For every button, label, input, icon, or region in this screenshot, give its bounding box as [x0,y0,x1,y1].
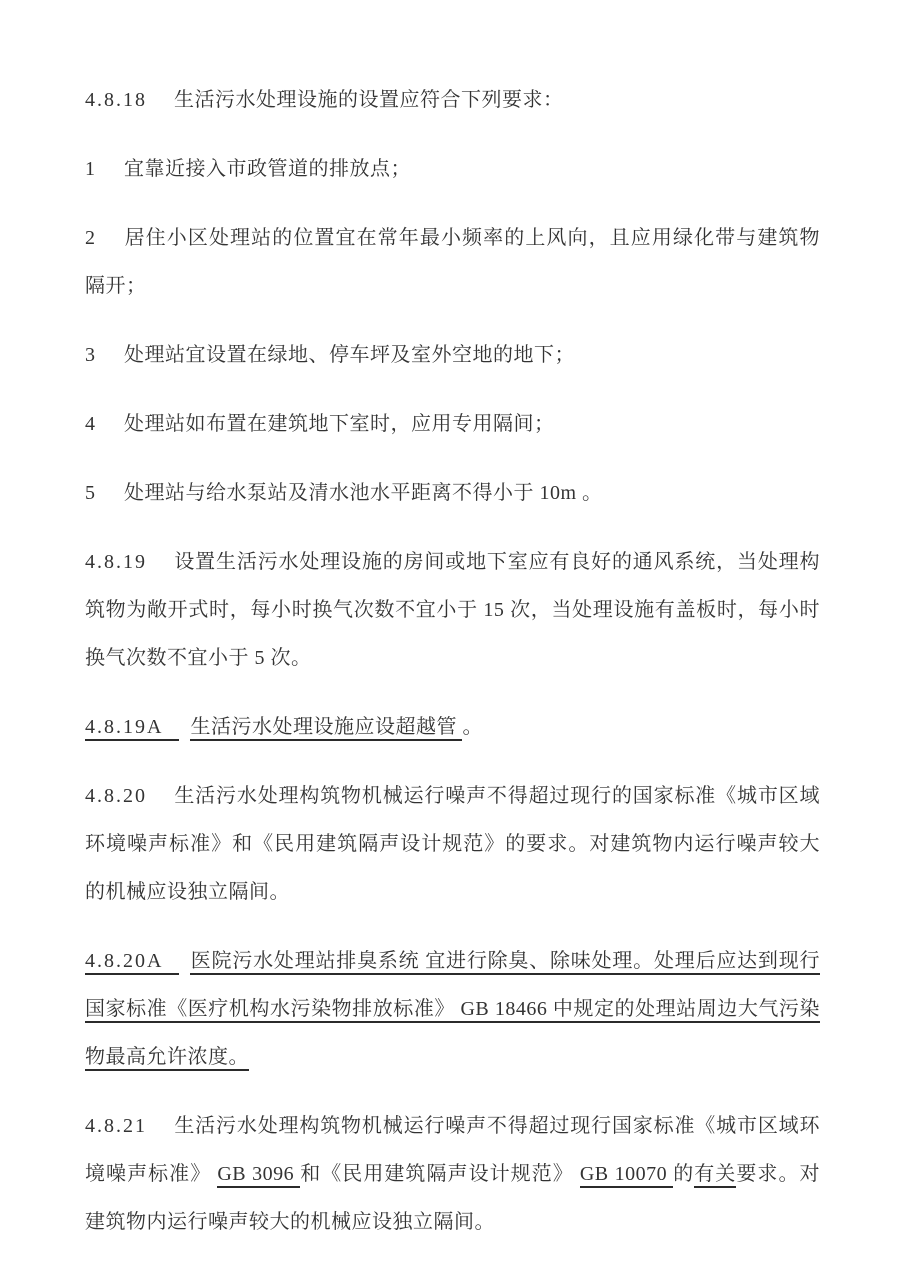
clause-4-8-20 [85,772,820,916]
clause-number: 4.8.20 [85,785,147,807]
item-3 [85,331,820,379]
clause-number: 4.8.18 [85,89,147,111]
text-segment: 处理站如布置在建筑地下室时，应用专用隔间； [124,413,555,435]
item-2 [85,214,820,310]
clause-4-8-21 [85,1102,820,1246]
underlined-text-segment: GB 3096 [217,1163,300,1188]
document-body [85,76,820,1246]
item-1 [85,145,820,193]
underlined-text-segment: GB 10070 [580,1163,673,1188]
clause-number: 4.8.19 [85,551,147,573]
underlined-text-segment: 医院污水处理站排臭系统 宜进行除臭、除味处理。处理后应达到现行国家标准《医疗机构水污染物排放标准》 GB 18466 中规定的处理站周边大气污染物最高允许浓度。 [85,950,820,1071]
item-4 [85,400,820,448]
clause-number: 1 [85,158,97,180]
text-segment: 生活污水处理设施的设置应符合下列要求： [174,89,564,111]
text-segment: 生活污水处理构筑物机械运行噪声不得超过现行的国家标准《城市区域环境噪声标准》和《民用建筑隔声设计规范》的要求。对建筑物内运行噪声较大的机械应设独立隔间。 [85,785,820,903]
clause-number: 4.8.19A [85,716,179,741]
text-segment: 处理站与给水泵站及清水池水平距离不得小于 10m 。 [124,482,603,504]
underlined-text-segment: 有关 [694,1163,736,1188]
text-segment: 居住小区处理站的位置宜在常年最小频率的上风向，且应用绿化带与建筑物隔开； [85,227,820,297]
text-segment: 和《民用建筑隔声设计规范》 [300,1163,580,1185]
clause-number: 4.8.20A [85,950,179,975]
text-segment: 。 [462,716,483,738]
clause-number: 4.8.21 [85,1115,147,1137]
text-segment: 要求。对建筑物内运行噪声较大的机械应设独立隔间。 [85,1163,820,1233]
underlined-text-segment: 生活污水处理设施应设超越管 [190,716,462,741]
clause-number: 5 [85,482,97,504]
clause-number: 3 [85,344,97,366]
clause-4-8-20A [85,937,820,1081]
text-segment: 的 [673,1163,695,1185]
clause-number: 2 [85,227,97,249]
clause-number: 4 [85,413,97,435]
clause-4-8-19 [85,538,820,682]
text-segment: 生活污水处理构筑物机械运行噪声不得超过现行国家标准《城市区域环境噪声标准》 [85,1115,820,1185]
clause-4-8-19A [85,703,820,751]
text-segment: 设置生活污水处理设施的房间或地下室应有良好的通风系统，当处理构筑物为敞开式时，每小时换气次数不宜小于 15 次，当处理设施有盖板时，每小时换气次数不宜小于 5 次。 [85,551,820,669]
clause-4-8-18 [85,76,820,124]
item-5 [85,469,820,517]
text-segment: 宜靠近接入市政管道的排放点； [124,158,411,180]
text-segment: 处理站宜设置在绿地、停车坪及室外空地的地下； [124,344,575,366]
